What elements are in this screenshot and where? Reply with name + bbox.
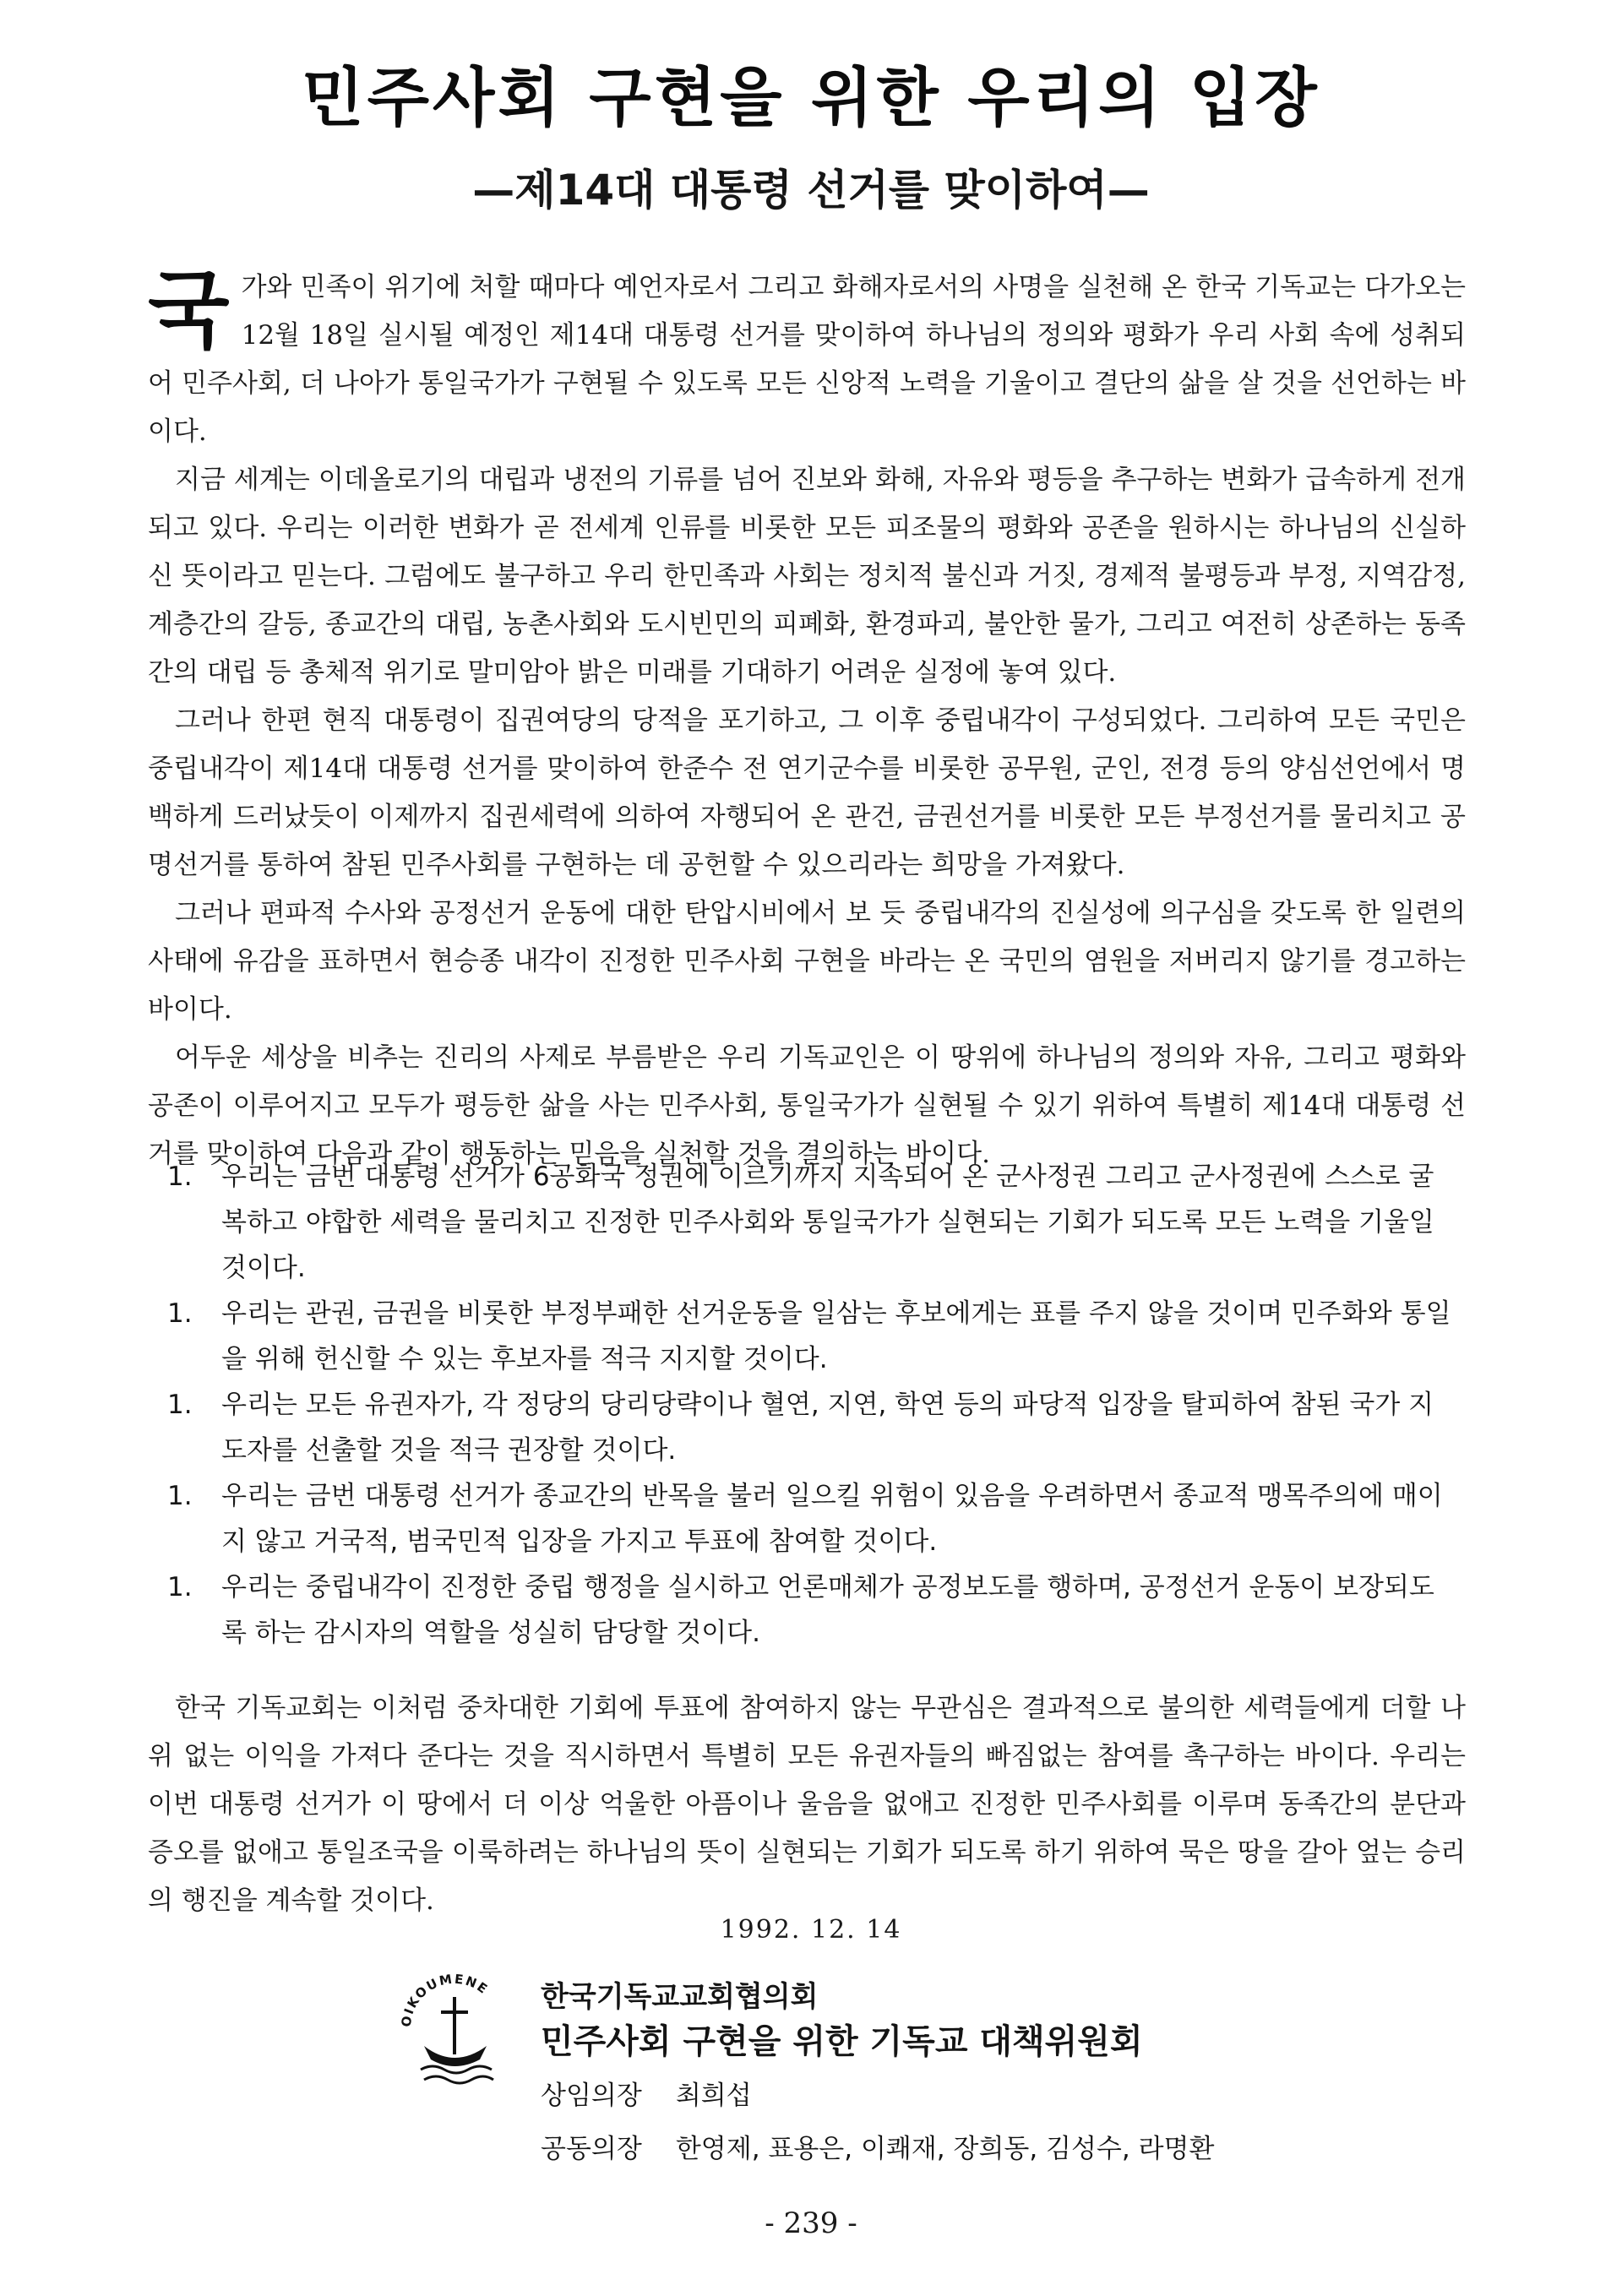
resolution-text: 우리는 중립내각이 진정한 중립 행정을 실시하고 언론매체가 공정보도를 행하며, 공정선거 운동이 보장되도록 하는 감시자의 역할을 성실히 담당할 것이다. (221, 1572, 1434, 1648)
signatory-names: 한영제, 표용은, 이쾌재, 장희동, 김성수, 라명환 (675, 2134, 1215, 2164)
page-number: - 239 - (765, 2206, 857, 2240)
resolution-item (167, 1154, 1451, 1291)
signatory-names: 최희섭 (675, 2081, 752, 2111)
statement-date: 1992. 12. 14 (720, 1915, 902, 1945)
resolution-item (167, 1564, 1451, 1656)
paragraph-2: 지금 세계는 이데올로기의 대립과 냉전의 기류를 넘어 진보와 화해, 자유와 평등을 추구하는 변화가 급속하게 전개되고 있다. 우리는 이러한 변화가 곧 전세계 인류를 비롯한 모든 피조물의 평화와 공존을 원하시는 하나님의 신실하신 뜻이라고 믿는다. 그럼에도 불구하고 우리 한민족과 사회는 정치적 불신과 거짓, 경제적 불평등과 부정, 지역감정, 계층간의 갈등, 종교간의 대립, 농촌사회와 도시빈민의 피폐화, 환경파괴, 불안한 물가, 그리고 여전히 상존하는 동족간의 대립 등 총체적 위기로 말미암아 밝은 미래를 기대하기 어려운 실정에 놓여 있다. (148, 465, 1466, 688)
statement-body (148, 260, 1466, 1178)
paragraph-5: 어두운 세상을 비추는 진리의 사제로 부름받은 우리 기독교인은 이 땅위에 하나님의 정의와 자유, 그리고 평화와 공존이 이루어지고 모두가 평등한 삶을 사는 민주사회, 통일국가가 실현될 수 있기 위하여 특별히 제14대 대통령 선거를 맞이하여 다음과 같이 행동하는 믿음을 실천할 것을 결의하는 바이다. (148, 1042, 1466, 1169)
page-title: 민주사회 구현을 위한 우리의 입장 (302, 60, 1320, 135)
svg-text:OIKOUMENE (399, 1972, 492, 2028)
paragraph-1-text: 가와 민족이 위기에 처할 때마다 예언자로서 그리고 화해자로서의 사명을 실천해 온 한국 기독교는 다가오는 12월 18일 실시될 예정인 제14대 대통령 선거를 맞이하여 하나님의 정의와 평화가 우리 사회 속에 성취되어 민주사회, 더 나아가 통일국가가 구현될 수 있도록 모든 신앙적 노력을 기울이고 결단의 삶을 살 것을 선언하는 바이다. (148, 272, 1466, 447)
signatory-role: 공동의장 (541, 2134, 642, 2164)
closing-statement (148, 1684, 1466, 1925)
resolution-number: 1. (167, 1390, 193, 1420)
drop-cap: 국 (148, 260, 230, 360)
resolution-item (167, 1473, 1451, 1564)
resolution-item (167, 1291, 1451, 1382)
closing-paragraph: 한국 기독교회는 이처럼 중차대한 기회에 투표에 참여하지 않는 무관심은 결과적으로 불의한 세력들에게 더할 나위 없는 이익을 가져다 준다는 것을 직시하면서 특별히 모든 유권자들의 빠짐없는 참여를 촉구하는 바이다. 우리는 이번 대통령 선거가 이 땅에서 더 이상 억울한 아픔이나 울음을 없애고 진정한 민주사회를 이루며 동족간의 분단과 증오를 없애고 통일조국을 이룩하려는 하나님의 뜻이 실현되는 기회가 되도록 하기 위하여 묵은 땅을 갈아 엎는 승리의 행진을 계속할 것이다. (148, 1693, 1466, 1916)
resolution-text: 우리는 관권, 금권을 비롯한 부정부패한 선거운동을 일삼는 후보에게는 표를 주지 않을 것이며 민주화와 통일을 위해 헌신할 수 있는 후보자를 적극 지지할 것이다. (221, 1298, 1451, 1374)
resolution-number: 1. (167, 1298, 193, 1329)
organization-name: 한국기독교교회협의회 (541, 1980, 819, 2014)
resolution-item (167, 1382, 1451, 1473)
signatory-role: 상임의장 (541, 2081, 642, 2111)
resolution-number: 1. (167, 1481, 193, 1511)
committee-name: 민주사회 구현을 위한 기독교 대책위원회 (541, 2022, 1143, 2061)
resolution-text: 우리는 금번 대통령 선거가 종교간의 반목을 불러 일으킬 위험이 있음을 우려하면서 종교적 맹목주의에 매이지 않고 거국적, 범국민적 입장을 가지고 투표에 참여할 것이다. (221, 1481, 1443, 1557)
paragraph-1 (148, 260, 1466, 456)
resolution-number: 1. (167, 1162, 193, 1192)
page-subtitle: —제14대 대통령 선거를 맞이하여— (472, 166, 1150, 215)
logo-text: OIKOUMENE (399, 1971, 492, 2028)
signatory-row (541, 2127, 1214, 2165)
resolution-text: 우리는 모든 유권자가, 각 정당의 당리당략이나 혈연, 지연, 학연 등의 파당적 입장을 탈피하여 참된 국가 지도자를 선출할 것을 적극 권장할 것이다. (221, 1390, 1434, 1466)
resolution-number: 1. (167, 1572, 193, 1602)
paragraph-4: 그러나 편파적 수사와 공정선거 운동에 대한 탄압시비에서 보 듯 중립내각의 진실성에 의구심을 갖도록 한 일련의 사태에 유감을 표하면서 현승종 내각이 진정한 민주사회 구현을 바라는 온 국민의 염원을 저버리지 않기를 경고하는 바이다. (148, 898, 1466, 1025)
resolution-text: 우리는 금번 대통령 선거가 6공화국 정권에 이르기까지 지속되어 온 군사정권 그리고 군사정권에 스스로 굴복하고 야합한 세력을 물리치고 진정한 민주사회와 통일국가가 실현되는 기회가 되도록 모든 노력을 기울일 것이다. (221, 1162, 1434, 1283)
signatory-row (541, 2074, 752, 2112)
paragraph-3: 그러나 한편 현직 대통령이 집권여당의 당적을 포기하고, 그 이후 중립내각이 구성되었다. 그리하여 모든 국민은 중립내각이 제14대 대통령 선거를 맞이하여 한준수 전 연기군수를 비롯한 공무원, 군인, 전경 등의 양심선언에서 명백하게 드러났듯이 이제까지 집권세력에 의하여 자행되어 온 관건, 금권선거를 비롯한 모든 부정선거를 물리치고 공명선거를 통하여 참된 민주사회를 구현하는 데 공헌할 수 있으리라는 희망을 가져왔다. (148, 705, 1466, 880)
resolution-list (167, 1154, 1451, 1656)
oikoumene-logo-icon (399, 1961, 509, 2088)
